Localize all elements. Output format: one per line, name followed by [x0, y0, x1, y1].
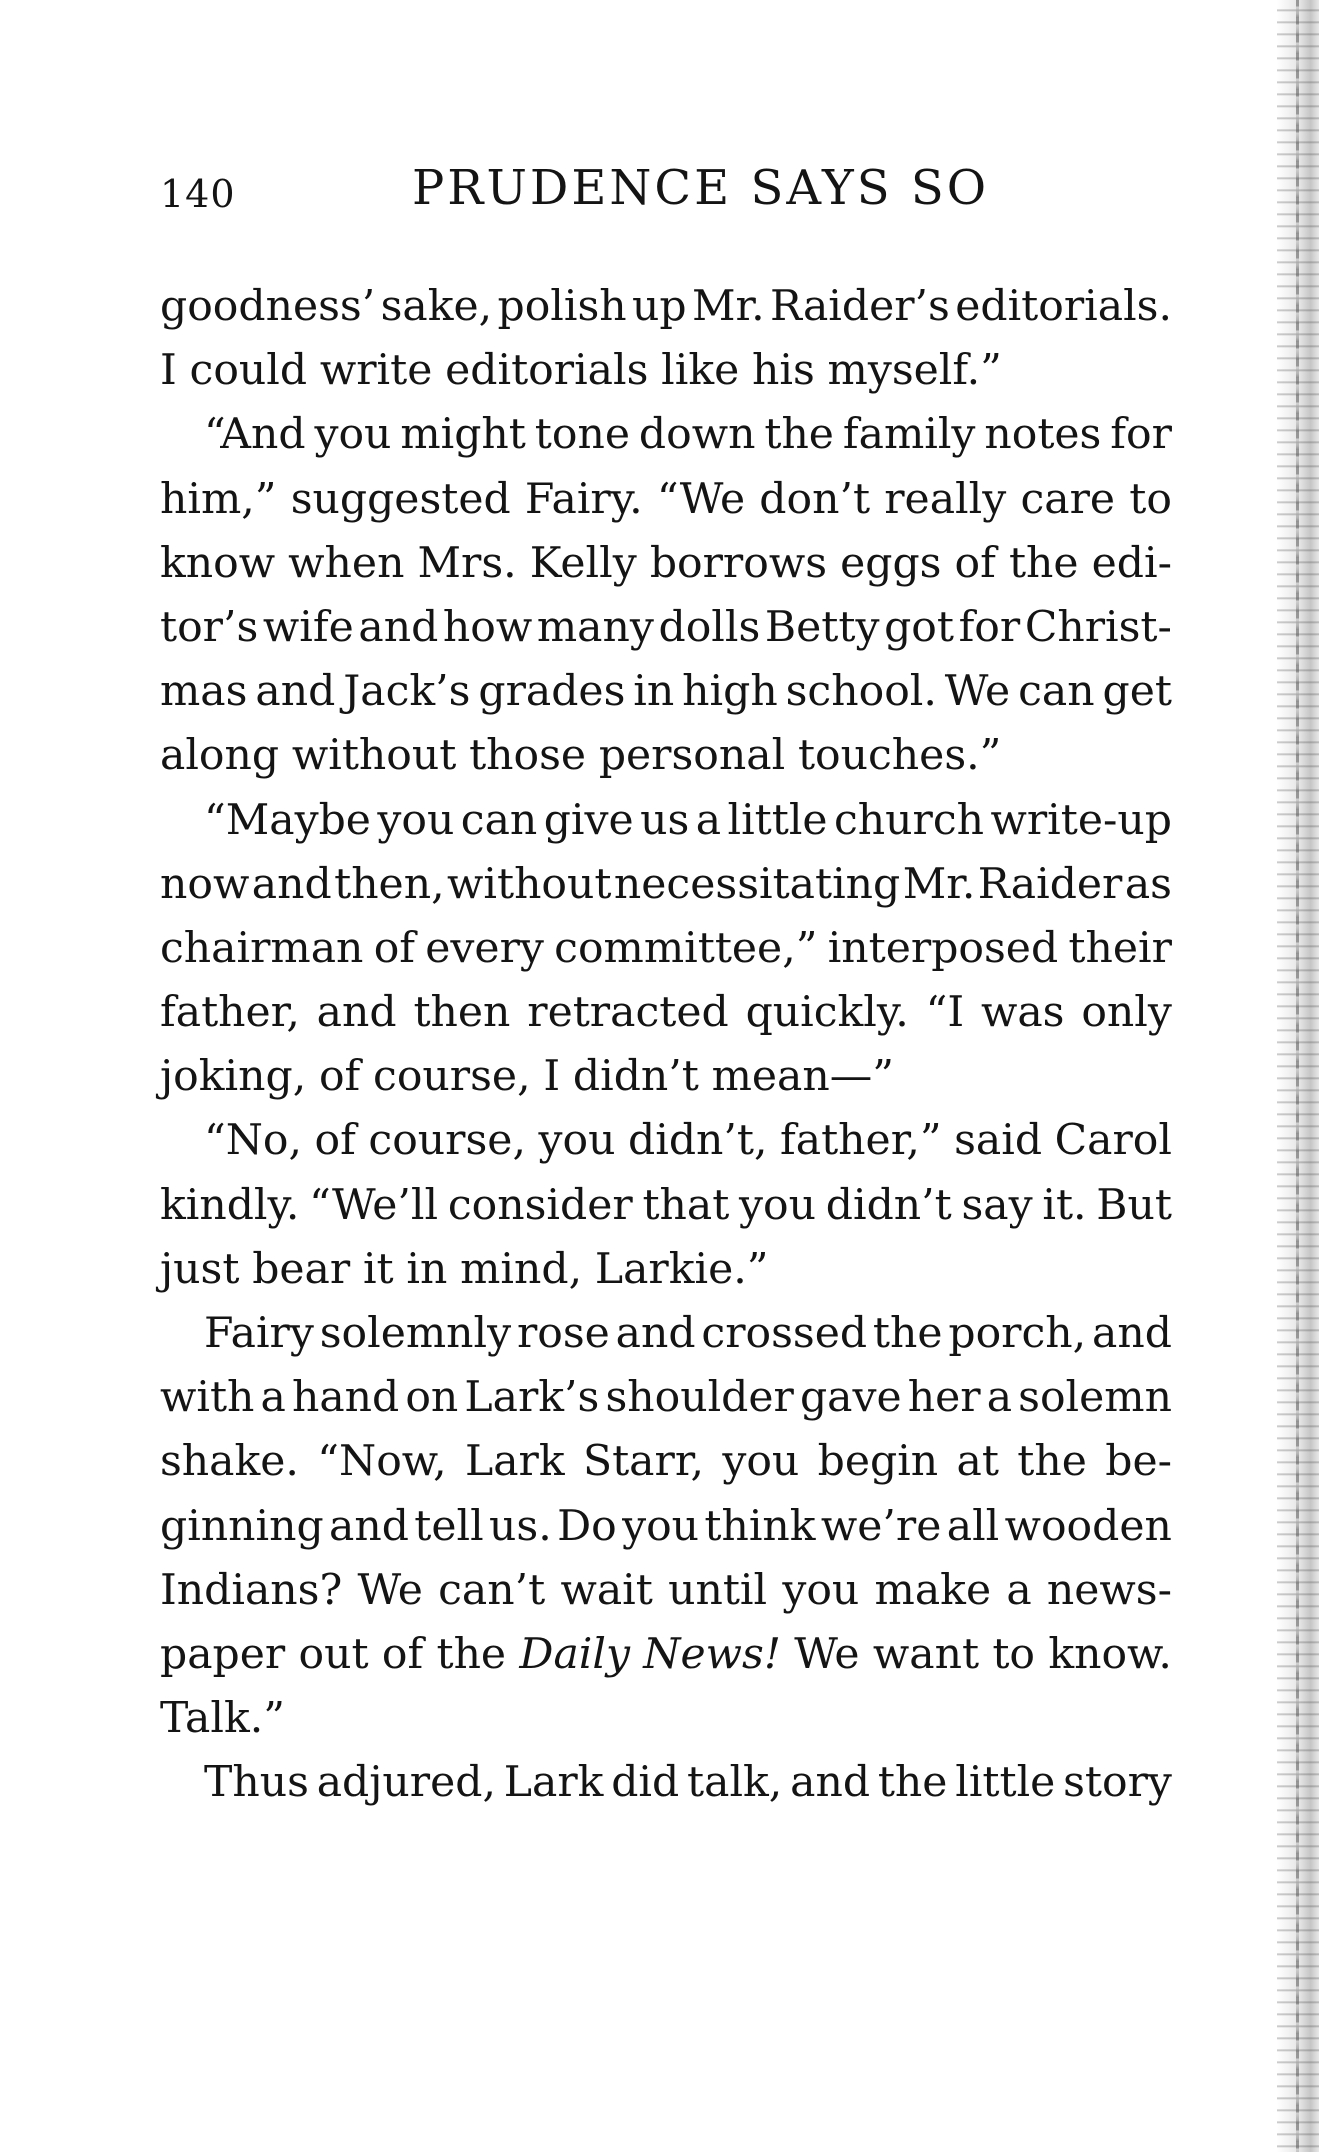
- word: I: [543, 1052, 561, 1102]
- word: wife: [262, 602, 354, 652]
- word: school.: [785, 667, 937, 717]
- word: up: [632, 282, 687, 331]
- page-header: [160, 160, 1160, 220]
- word: father,”: [780, 1116, 942, 1166]
- text-line: [160, 660, 1172, 724]
- word: you: [782, 1565, 860, 1615]
- word: editorials.: [955, 282, 1172, 331]
- word: myself.”: [827, 346, 1002, 396]
- word: say: [961, 1180, 1033, 1230]
- word: the: [1008, 538, 1079, 588]
- word: quickly.: [745, 988, 909, 1038]
- word: little: [727, 795, 828, 845]
- word: we’re: [820, 1501, 942, 1551]
- word: “And: [204, 410, 306, 460]
- word: grades: [478, 667, 626, 717]
- word: edi-: [1091, 538, 1172, 588]
- word: us.: [489, 1501, 552, 1551]
- text-line: [160, 1559, 1172, 1623]
- word: kindly.: [160, 1180, 300, 1230]
- text-line: [160, 1430, 1172, 1494]
- word: adjured,: [316, 1758, 496, 1808]
- text-line: [160, 1623, 1172, 1687]
- word: in: [633, 667, 675, 717]
- word: sake,: [380, 282, 493, 331]
- word: along: [160, 731, 280, 781]
- word: how: [442, 602, 533, 652]
- word: the: [436, 1629, 507, 1679]
- word: church: [834, 795, 985, 845]
- word: Christ-: [1024, 602, 1172, 652]
- word: could: [189, 346, 308, 396]
- word: But: [1096, 1180, 1172, 1230]
- text-line: [160, 532, 1172, 596]
- word: dolls: [658, 602, 761, 652]
- word: borrows: [649, 538, 828, 588]
- word: necessitating: [613, 859, 901, 909]
- word: solemn: [1018, 1373, 1172, 1423]
- text-line: [160, 1366, 1172, 1430]
- word: tor’s: [160, 602, 259, 652]
- word: can: [460, 795, 538, 845]
- word: now: [160, 859, 250, 909]
- word: many: [536, 602, 654, 652]
- word: news-: [1046, 1565, 1172, 1615]
- word: Mr.: [691, 282, 765, 331]
- word: Larkie.”: [594, 1244, 769, 1294]
- word: all: [946, 1501, 1000, 1551]
- word: shoulder: [605, 1373, 794, 1423]
- word: get: [1102, 667, 1172, 717]
- word: hand: [291, 1373, 400, 1423]
- word: joking,: [160, 1052, 307, 1102]
- binding-edge: [1296, 0, 1299, 2152]
- word: was: [980, 988, 1065, 1038]
- word: the: [877, 1758, 948, 1808]
- word: didn’t: [572, 1052, 699, 1102]
- word: retracted: [527, 988, 729, 1038]
- word: for: [958, 602, 1021, 652]
- text-line: [160, 1687, 1172, 1751]
- word: begin: [817, 1437, 939, 1487]
- word: didn’t: [825, 1180, 952, 1230]
- word: his: [752, 346, 815, 396]
- word: I: [160, 346, 177, 396]
- word: notes: [984, 410, 1102, 460]
- word: Talk.”: [160, 1694, 285, 1744]
- word: tone: [534, 410, 630, 460]
- word: down: [638, 410, 756, 460]
- word: know.: [1048, 1629, 1172, 1679]
- word: suggested: [290, 474, 511, 524]
- word: the: [872, 1309, 943, 1358]
- word: Betty: [764, 602, 880, 652]
- word: be-: [1105, 1437, 1172, 1487]
- word: to: [1129, 474, 1172, 524]
- word: write: [319, 346, 433, 396]
- word: you: [314, 410, 392, 460]
- word: Kelly: [529, 538, 637, 588]
- word: of: [373, 923, 416, 973]
- word: eggs: [840, 538, 942, 588]
- text-line: [160, 1751, 1172, 1815]
- word: bear: [252, 1244, 351, 1294]
- word: committee,”: [554, 923, 818, 973]
- word: Jack’s: [343, 667, 471, 717]
- word: Lark: [503, 1758, 604, 1808]
- text-line: [160, 789, 1172, 853]
- word: News!: [643, 1629, 781, 1679]
- word: wait: [560, 1565, 653, 1615]
- word: of: [314, 1116, 356, 1166]
- word: every: [425, 923, 544, 973]
- word: mean—”: [711, 1052, 894, 1102]
- word: “We’ll: [309, 1180, 439, 1230]
- running-head: PRUDENCE SAYS SO: [412, 160, 990, 216]
- word: gave: [799, 1373, 902, 1423]
- word: and: [329, 1501, 409, 1551]
- word: you: [538, 1116, 616, 1166]
- word: know: [160, 538, 276, 588]
- word: Lark’s: [464, 1373, 600, 1423]
- word: course,: [368, 1116, 526, 1166]
- word: didn’t,: [628, 1116, 768, 1166]
- word: make: [874, 1565, 992, 1615]
- word: and: [615, 1309, 696, 1358]
- word: editorials: [445, 346, 649, 396]
- word: tell: [414, 1501, 484, 1551]
- word: Mr.: [902, 859, 976, 909]
- word: us: [640, 795, 690, 845]
- word: can: [1018, 667, 1095, 717]
- word: like: [661, 346, 740, 396]
- word: then: [413, 988, 511, 1038]
- word: really: [884, 474, 1007, 524]
- word: Fairy.: [524, 474, 643, 524]
- text-line: [160, 339, 1172, 403]
- word: at: [956, 1437, 999, 1487]
- word: might: [400, 410, 526, 460]
- word: father,: [160, 988, 300, 1038]
- text-line: [160, 1238, 1172, 1302]
- word: personal: [598, 731, 786, 781]
- word: Mrs.: [417, 538, 517, 588]
- word: Thus: [204, 1758, 309, 1808]
- word: just: [160, 1244, 240, 1294]
- word: said: [954, 1116, 1043, 1166]
- page-number: 140: [160, 172, 236, 216]
- word: the: [764, 410, 834, 460]
- word: until: [668, 1565, 768, 1615]
- word: her: [907, 1373, 981, 1423]
- word: and: [358, 602, 439, 652]
- word: care: [1020, 474, 1116, 524]
- word: We: [944, 667, 1011, 717]
- word: crossed: [701, 1309, 868, 1358]
- text-line: [160, 1045, 1172, 1109]
- word: you: [722, 1437, 800, 1487]
- word: “Maybe: [204, 795, 371, 845]
- word: “Now,: [317, 1437, 447, 1487]
- word: want: [872, 1629, 980, 1679]
- word: Fairy: [204, 1309, 314, 1358]
- word: and: [251, 859, 332, 909]
- word: rose: [516, 1309, 610, 1358]
- word: mas: [160, 667, 248, 717]
- word: shake.: [160, 1437, 299, 1487]
- word: as: [1124, 859, 1172, 909]
- word: without: [447, 859, 612, 909]
- word: you: [622, 1501, 700, 1551]
- text-line: [160, 1109, 1172, 1173]
- word: Raider: [977, 859, 1123, 909]
- text-line: [160, 596, 1172, 660]
- word: on: [405, 1373, 459, 1423]
- word: can’t: [438, 1565, 546, 1615]
- word: We: [794, 1629, 860, 1679]
- word: out: [298, 1629, 369, 1679]
- word: with: [160, 1373, 255, 1423]
- word: “No,: [204, 1116, 303, 1166]
- word: those: [469, 731, 587, 781]
- word: did: [611, 1758, 680, 1808]
- word: that: [642, 1180, 730, 1230]
- text-line: [160, 403, 1172, 467]
- word: talk,: [687, 1758, 783, 1808]
- word: course,: [373, 1052, 531, 1102]
- word: a: [986, 1373, 1013, 1423]
- word: a: [695, 795, 722, 845]
- text-line: [160, 275, 1172, 339]
- word: interposed: [827, 923, 1059, 973]
- word: don’t: [759, 474, 871, 524]
- word: polish: [497, 282, 627, 331]
- word: write-up: [990, 795, 1172, 845]
- word: and: [316, 988, 397, 1038]
- word: Daily: [519, 1629, 630, 1679]
- word: consider: [447, 1180, 633, 1230]
- word: “We: [656, 474, 746, 524]
- word: high: [682, 667, 778, 717]
- word: it.: [1042, 1180, 1087, 1230]
- word: got: [884, 602, 954, 652]
- word: it: [362, 1244, 394, 1294]
- word: for: [1110, 410, 1172, 460]
- text-line: [160, 468, 1172, 532]
- word: of: [381, 1629, 424, 1679]
- text-line: [160, 1174, 1172, 1238]
- word: think: [704, 1501, 816, 1551]
- word: story: [1063, 1758, 1172, 1808]
- body-text: [160, 275, 1172, 1816]
- word: touches.”: [797, 731, 1002, 781]
- word: Lark: [464, 1437, 565, 1487]
- word: ginning: [160, 1501, 324, 1551]
- word: Do: [557, 1501, 617, 1551]
- word: you: [377, 795, 455, 845]
- word: chairman: [160, 923, 364, 973]
- word: paper: [160, 1629, 286, 1679]
- text-line: [160, 917, 1172, 981]
- text-line: [160, 1302, 1172, 1366]
- word: mind,: [460, 1244, 583, 1294]
- word: Starr,: [582, 1437, 704, 1487]
- word: and: [255, 667, 336, 717]
- word: the: [1017, 1437, 1087, 1487]
- word: Raider’s: [769, 282, 950, 331]
- text-line: [160, 981, 1172, 1045]
- word: of: [318, 1052, 361, 1102]
- word: only: [1081, 988, 1172, 1038]
- word: a: [260, 1373, 286, 1423]
- word: in: [406, 1244, 448, 1294]
- word: him,”: [160, 474, 277, 524]
- word: and: [1091, 1309, 1172, 1358]
- word: family: [842, 410, 976, 460]
- text-line: [160, 853, 1172, 917]
- word: Indians?: [160, 1565, 343, 1615]
- word: and: [790, 1758, 871, 1808]
- word: when: [288, 538, 405, 588]
- word: you: [739, 1180, 817, 1230]
- word: little: [955, 1758, 1056, 1808]
- word: We: [357, 1565, 423, 1615]
- word: then,: [334, 859, 445, 909]
- word: a: [1006, 1565, 1032, 1615]
- word: “I: [925, 988, 965, 1038]
- text-line: [160, 1495, 1172, 1559]
- text-line: [160, 724, 1172, 788]
- word: their: [1068, 923, 1172, 973]
- word: solemnly: [319, 1309, 512, 1358]
- word: give: [543, 795, 634, 845]
- word: without: [291, 731, 457, 781]
- word: of: [954, 538, 996, 588]
- word: goodness’: [160, 282, 376, 331]
- word: to: [992, 1629, 1036, 1679]
- word: Carol: [1054, 1116, 1172, 1166]
- word: porch,: [948, 1309, 1087, 1358]
- word: wooden: [1004, 1501, 1172, 1551]
